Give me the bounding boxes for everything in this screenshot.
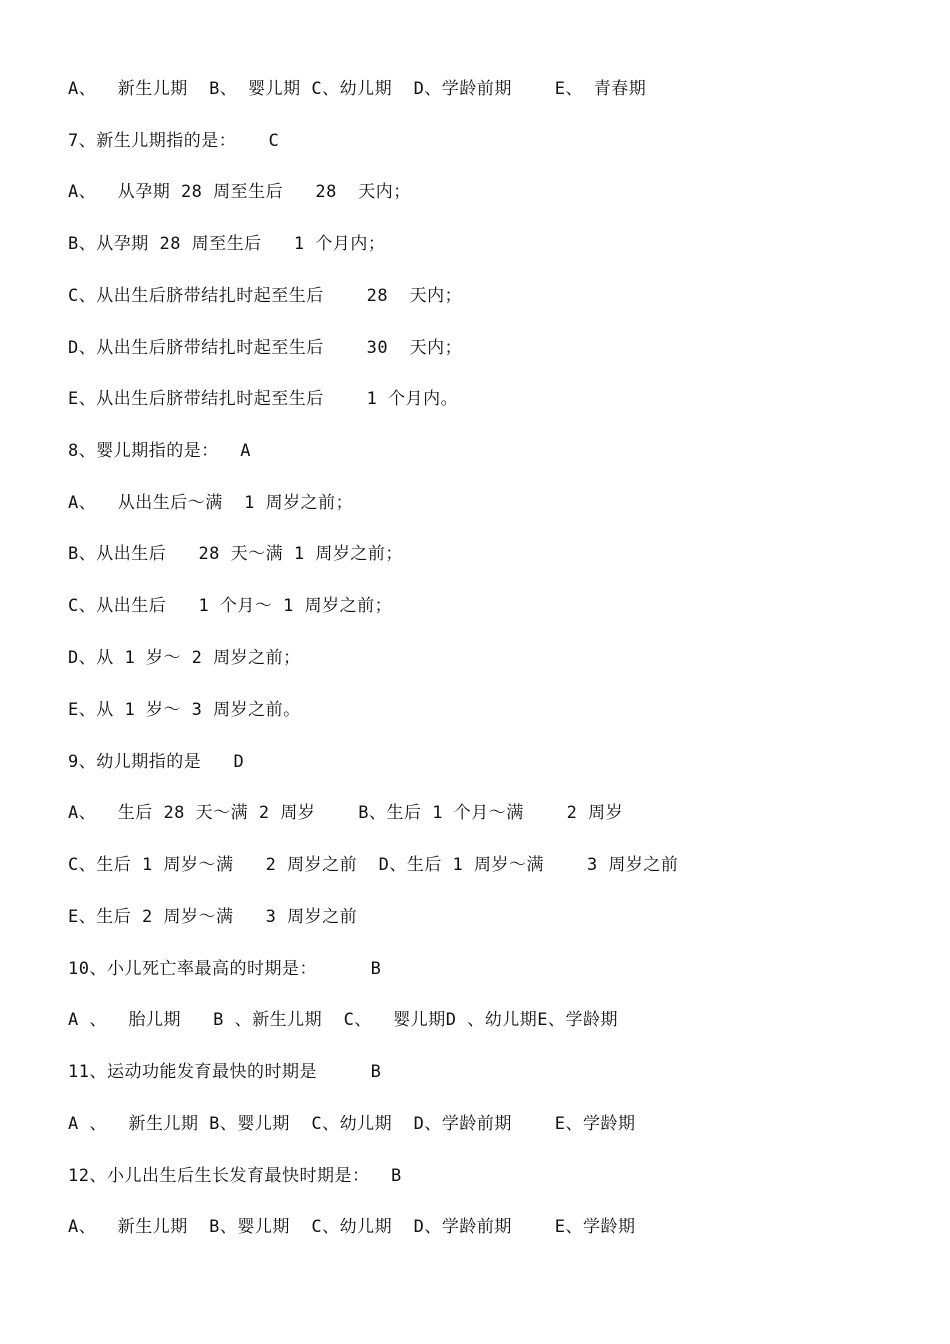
q11-options: A 、 新生儿期 B、婴儿期 C、幼儿期 D、学龄前期 E、学龄期 bbox=[68, 1114, 636, 1134]
q7-option-b: B、从孕期 28 周至生后 1 个月内； bbox=[68, 234, 386, 254]
q8-option-e: E、从 1 岁～ 3 周岁之前。 bbox=[68, 700, 301, 720]
q7-option-e: E、从出生后脐带结扎时起至生后 1 个月内。 bbox=[68, 389, 459, 409]
q8-option-b: B、从出生后 28 天～满 1 周岁之前； bbox=[68, 544, 403, 564]
q8-option-a: A、 从出生后～满 1 周岁之前； bbox=[68, 493, 354, 513]
q8-question: 8、婴儿期指的是： A bbox=[68, 441, 251, 461]
q7-option-c: C、从出生后脐带结扎时起至生后 28 天内； bbox=[68, 286, 463, 306]
q8-option-d: D、从 1 岁～ 2 周岁之前； bbox=[68, 648, 301, 668]
q11-question: 11、运动功能发育最快的时期是 B bbox=[68, 1062, 382, 1082]
q6-options: A、 新生儿期 B、 婴儿期 C、幼儿期 D、学龄前期 E、 青春期 bbox=[68, 79, 647, 99]
q12-question: 12、小儿出生后生长发育最快时期是： B bbox=[68, 1166, 402, 1186]
q9-option-e: E、生后 2 周岁～满 3 周岁之前 bbox=[68, 907, 358, 927]
q9-question: 9、幼儿期指的是 D bbox=[68, 752, 245, 772]
q7-option-d: D、从出生后脐带结扎时起至生后 30 天内； bbox=[68, 338, 463, 358]
q10-question: 10、小儿死亡率最高的时期是： B bbox=[68, 959, 382, 979]
q12-options: A、 新生儿期 B、婴儿期 C、幼儿期 D、学龄前期 E、学龄期 bbox=[68, 1217, 636, 1237]
q8-option-c: C、从出生后 1 个月～ 1 周岁之前； bbox=[68, 596, 393, 616]
q9-options-ab: A、 生后 28 天～满 2 周岁 B、生后 1 个月～满 2 周岁 bbox=[68, 803, 624, 823]
q7-option-a: A、 从孕期 28 周至生后 28 天内； bbox=[68, 182, 411, 202]
q7-question: 7、新生儿期指的是： C bbox=[68, 131, 280, 151]
q9-options-cd: C、生后 1 周岁～满 2 周岁之前 D、生后 1 周岁～满 3 周岁之前 bbox=[68, 855, 679, 875]
q10-options: A 、 胎儿期 B 、新生儿期 C、 婴儿期D 、幼儿期E、学龄期 bbox=[68, 1010, 618, 1030]
